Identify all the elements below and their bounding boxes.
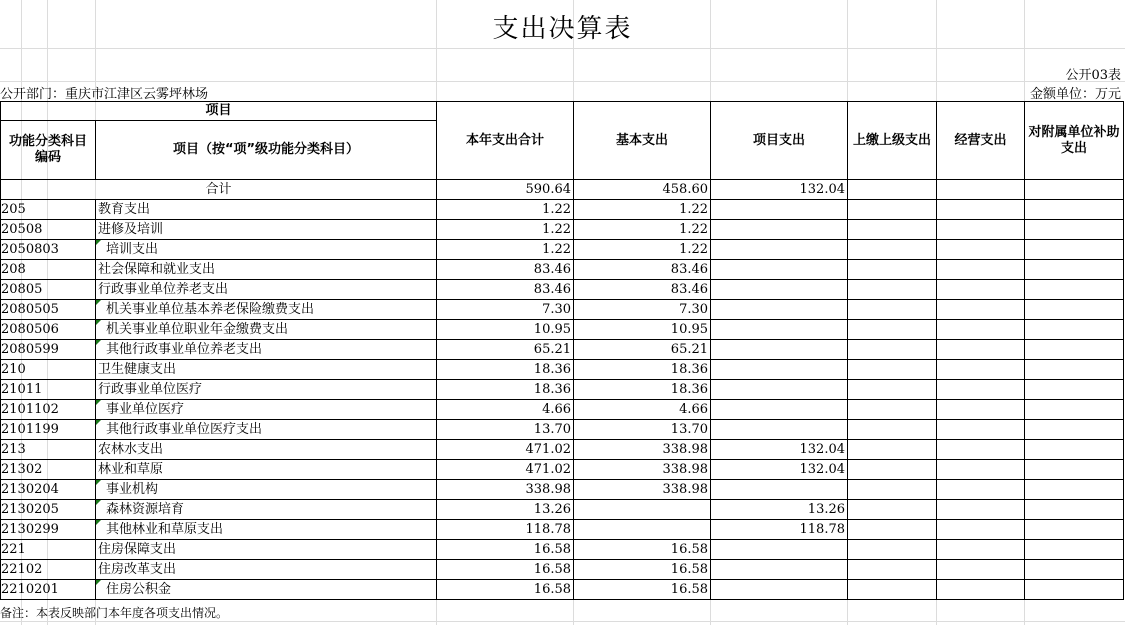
row-total: 1.22 (437, 240, 574, 260)
row-total: 16.58 (437, 540, 574, 560)
row-name (96, 320, 437, 340)
row-project (711, 540, 848, 560)
cell-flag-icon (96, 500, 101, 505)
row-name: 住房保障支出 (96, 540, 437, 560)
row-total: 338.98 (437, 480, 574, 500)
row-business (937, 440, 1025, 460)
row-project (711, 300, 848, 320)
row-name (96, 400, 437, 420)
row-basic: 338.98 (574, 440, 711, 460)
row-upper (848, 320, 937, 340)
row-name (96, 500, 437, 520)
department-label: 公开部门：重庆市江津区云雾坪林场 (0, 87, 209, 102)
gridline (0, 621, 1125, 622)
row-basic: 1.22 (574, 240, 711, 260)
cell-flag-icon (96, 300, 101, 305)
table-row (1, 360, 1124, 380)
table-row (1, 560, 1124, 580)
cell-flag-icon (96, 520, 101, 525)
table-row (1, 500, 1124, 520)
row-name: 行政事业单位养老支出 (96, 280, 437, 300)
row-subsidy (1025, 460, 1124, 480)
row-code: 2050803 (1, 240, 96, 260)
row-subsidy (1025, 500, 1124, 520)
total-business (937, 180, 1025, 200)
row-upper (848, 240, 937, 260)
row-subsidy (1025, 260, 1124, 280)
row-total: 16.58 (437, 580, 574, 600)
row-basic: 83.46 (574, 280, 711, 300)
row-business (937, 560, 1025, 580)
table-row (1, 200, 1124, 220)
row-basic: 65.21 (574, 340, 711, 360)
row-upper (848, 220, 937, 240)
row-code: 21302 (1, 460, 96, 480)
row-upper (848, 520, 937, 540)
row-upper (848, 260, 937, 280)
row-name (96, 300, 437, 320)
row-project (711, 340, 848, 360)
row-code: 208 (1, 260, 96, 280)
table-code-label: 公开03表 (1065, 68, 1121, 83)
row-subsidy (1025, 440, 1124, 460)
row-code: 2080505 (1, 300, 96, 320)
row-upper (848, 460, 937, 480)
row-business (937, 520, 1025, 540)
row-basic: 1.22 (574, 200, 711, 220)
row-basic: 83.46 (574, 260, 711, 280)
row-name-text: 培训支出 (106, 241, 159, 257)
row-subsidy (1025, 420, 1124, 440)
row-name: 住房改革支出 (96, 560, 437, 580)
header-total: 本年支出合计 (437, 102, 574, 180)
row-total: 471.02 (437, 460, 574, 480)
total-subsidy (1025, 180, 1124, 200)
header-code: 功能分类科目编码 (1, 121, 96, 180)
row-project (711, 320, 848, 340)
row-business (937, 460, 1025, 480)
header-row-1 (1, 102, 1124, 121)
table-row (1, 340, 1124, 360)
row-project: 118.78 (711, 520, 848, 540)
row-project (711, 560, 848, 580)
row-total: 83.46 (437, 260, 574, 280)
row-upper (848, 380, 937, 400)
header-basic: 基本支出 (574, 102, 711, 180)
row-total: 13.26 (437, 500, 574, 520)
row-basic: 338.98 (574, 460, 711, 480)
row-total: 1.22 (437, 220, 574, 240)
row-name-text: 其他林业和草原支出 (106, 521, 224, 537)
total-label: 合计 (1, 180, 437, 200)
row-name (96, 520, 437, 540)
row-upper (848, 360, 937, 380)
row-name-text: 事业机构 (106, 481, 159, 497)
row-business (937, 360, 1025, 380)
row-project: 13.26 (711, 500, 848, 520)
row-basic: 16.58 (574, 560, 711, 580)
report-title: 支出决算表 (492, 14, 633, 44)
row-project (711, 260, 848, 280)
cell-flag-icon (96, 400, 101, 405)
total-sum: 590.64 (437, 180, 574, 200)
row-name (96, 580, 437, 600)
row-basic: 10.95 (574, 320, 711, 340)
gridline (0, 48, 1125, 49)
row-subsidy (1025, 520, 1124, 540)
row-business (937, 280, 1025, 300)
row-code: 2080506 (1, 320, 96, 340)
row-business (937, 580, 1025, 600)
row-code: 21011 (1, 380, 96, 400)
table-row (1, 420, 1124, 440)
row-name: 行政事业单位医疗 (96, 380, 437, 400)
row-name-text: 森林资源培育 (106, 501, 185, 517)
row-name (96, 340, 437, 360)
row-business (937, 340, 1025, 360)
row-code: 20508 (1, 220, 96, 240)
row-total: 471.02 (437, 440, 574, 460)
row-basic: 16.58 (574, 580, 711, 600)
row-upper (848, 420, 937, 440)
cell-flag-icon (96, 320, 101, 325)
row-upper (848, 440, 937, 460)
row-basic: 18.36 (574, 380, 711, 400)
table-row (1, 280, 1124, 300)
row-code: 210 (1, 360, 96, 380)
cell-flag-icon (96, 480, 101, 485)
row-name (96, 480, 437, 500)
row-project (711, 240, 848, 260)
row-code: 22102 (1, 560, 96, 580)
row-upper (848, 500, 937, 520)
table-row (1, 480, 1124, 500)
row-business (937, 200, 1025, 220)
row-total: 1.22 (437, 200, 574, 220)
row-subsidy (1025, 200, 1124, 220)
row-upper (848, 340, 937, 360)
row-code: 2080599 (1, 340, 96, 360)
row-project (711, 360, 848, 380)
cell-flag-icon (96, 580, 101, 585)
row-subsidy (1025, 560, 1124, 580)
row-project (711, 200, 848, 220)
row-total: 83.46 (437, 280, 574, 300)
row-subsidy (1025, 540, 1124, 560)
row-upper (848, 200, 937, 220)
row-total: 18.36 (437, 380, 574, 400)
row-upper (848, 400, 937, 420)
table-row (1, 380, 1124, 400)
row-subsidy (1025, 320, 1124, 340)
row-name-text: 机关事业单位职业年金缴费支出 (106, 321, 289, 337)
row-business (937, 320, 1025, 340)
expenditure-table (0, 101, 1124, 600)
row-upper (848, 560, 937, 580)
row-upper (848, 480, 937, 500)
header-upper: 上缴上级支出 (848, 102, 937, 180)
row-code: 2130205 (1, 500, 96, 520)
gridline (0, 81, 1125, 82)
row-subsidy (1025, 280, 1124, 300)
row-project: 132.04 (711, 440, 848, 460)
row-subsidy (1025, 340, 1124, 360)
row-business (937, 220, 1025, 240)
table-row (1, 260, 1124, 280)
header-project-expense: 项目支出 (711, 102, 848, 180)
row-business (937, 540, 1025, 560)
unit-label: 金额单位：万元 (1029, 87, 1121, 102)
row-name-text: 事业单位医疗 (106, 401, 185, 417)
row-business (937, 300, 1025, 320)
row-subsidy (1025, 240, 1124, 260)
table-row (1, 440, 1124, 460)
row-project (711, 220, 848, 240)
row-basic: 18.36 (574, 360, 711, 380)
row-code: 2101199 (1, 420, 96, 440)
header-business: 经营支出 (937, 102, 1025, 180)
total-row (1, 180, 1124, 200)
table-row (1, 400, 1124, 420)
row-total: 10.95 (437, 320, 574, 340)
row-name: 社会保障和就业支出 (96, 260, 437, 280)
row-total: 7.30 (437, 300, 574, 320)
row-code: 2210201 (1, 580, 96, 600)
row-code: 205 (1, 200, 96, 220)
row-total: 13.70 (437, 420, 574, 440)
row-basic: 1.22 (574, 220, 711, 240)
row-total: 18.36 (437, 360, 574, 380)
row-name: 进修及培训 (96, 220, 437, 240)
row-basic: 13.70 (574, 420, 711, 440)
table-row (1, 520, 1124, 540)
row-code: 221 (1, 540, 96, 560)
row-basic (574, 500, 711, 520)
row-upper (848, 580, 937, 600)
row-business (937, 420, 1025, 440)
total-project: 132.04 (711, 180, 848, 200)
row-subsidy (1025, 400, 1124, 420)
row-subsidy (1025, 300, 1124, 320)
table-row (1, 300, 1124, 320)
cell-flag-icon (96, 420, 101, 425)
table-row (1, 240, 1124, 260)
row-name-text: 其他行政事业单位医疗支出 (106, 421, 263, 437)
row-basic: 7.30 (574, 300, 711, 320)
row-upper (848, 540, 937, 560)
row-business (937, 240, 1025, 260)
row-project: 132.04 (711, 460, 848, 480)
row-subsidy (1025, 580, 1124, 600)
row-subsidy (1025, 360, 1124, 380)
row-name-text: 住房公积金 (106, 581, 172, 597)
row-name (96, 240, 437, 260)
row-basic: 16.58 (574, 540, 711, 560)
row-upper (848, 300, 937, 320)
row-project (711, 480, 848, 500)
row-basic: 4.66 (574, 400, 711, 420)
row-business (937, 260, 1025, 280)
row-total: 16.58 (437, 560, 574, 580)
row-project (711, 380, 848, 400)
table-row (1, 220, 1124, 240)
row-subsidy (1025, 380, 1124, 400)
row-code: 20805 (1, 280, 96, 300)
row-code: 2101102 (1, 400, 96, 420)
row-name: 教育支出 (96, 200, 437, 220)
row-name (96, 420, 437, 440)
row-code: 213 (1, 440, 96, 460)
row-name: 卫生健康支出 (96, 360, 437, 380)
table-row (1, 580, 1124, 600)
row-project (711, 400, 848, 420)
header-name: 项目（按“项”级功能分类科目） (96, 121, 437, 180)
row-total: 65.21 (437, 340, 574, 360)
cell-flag-icon (96, 340, 101, 345)
table-row (1, 540, 1124, 560)
row-business (937, 400, 1025, 420)
row-total: 4.66 (437, 400, 574, 420)
row-name-text: 机关事业单位基本养老保险缴费支出 (106, 301, 315, 317)
row-subsidy (1025, 480, 1124, 500)
header-project: 项目 (1, 102, 437, 121)
total-upper (848, 180, 937, 200)
row-code: 2130299 (1, 520, 96, 540)
row-project (711, 580, 848, 600)
row-total: 118.78 (437, 520, 574, 540)
row-name: 农林水支出 (96, 440, 437, 460)
cell-flag-icon (96, 240, 101, 245)
row-business (937, 380, 1025, 400)
row-name-text: 其他行政事业单位养老支出 (106, 341, 263, 357)
row-business (937, 480, 1025, 500)
row-project (711, 280, 848, 300)
row-business (937, 500, 1025, 520)
row-basic (574, 520, 711, 540)
row-code: 2130204 (1, 480, 96, 500)
footnote: 备注：本表反映部门本年度各项支出情况。 (0, 606, 229, 620)
row-project (711, 420, 848, 440)
row-basic: 338.98 (574, 480, 711, 500)
row-name: 林业和草原 (96, 460, 437, 480)
header-subsidy: 对附属单位补助支出 (1025, 102, 1124, 180)
row-subsidy (1025, 220, 1124, 240)
total-basic: 458.60 (574, 180, 711, 200)
table-row (1, 460, 1124, 480)
table-row (1, 320, 1124, 340)
row-upper (848, 280, 937, 300)
